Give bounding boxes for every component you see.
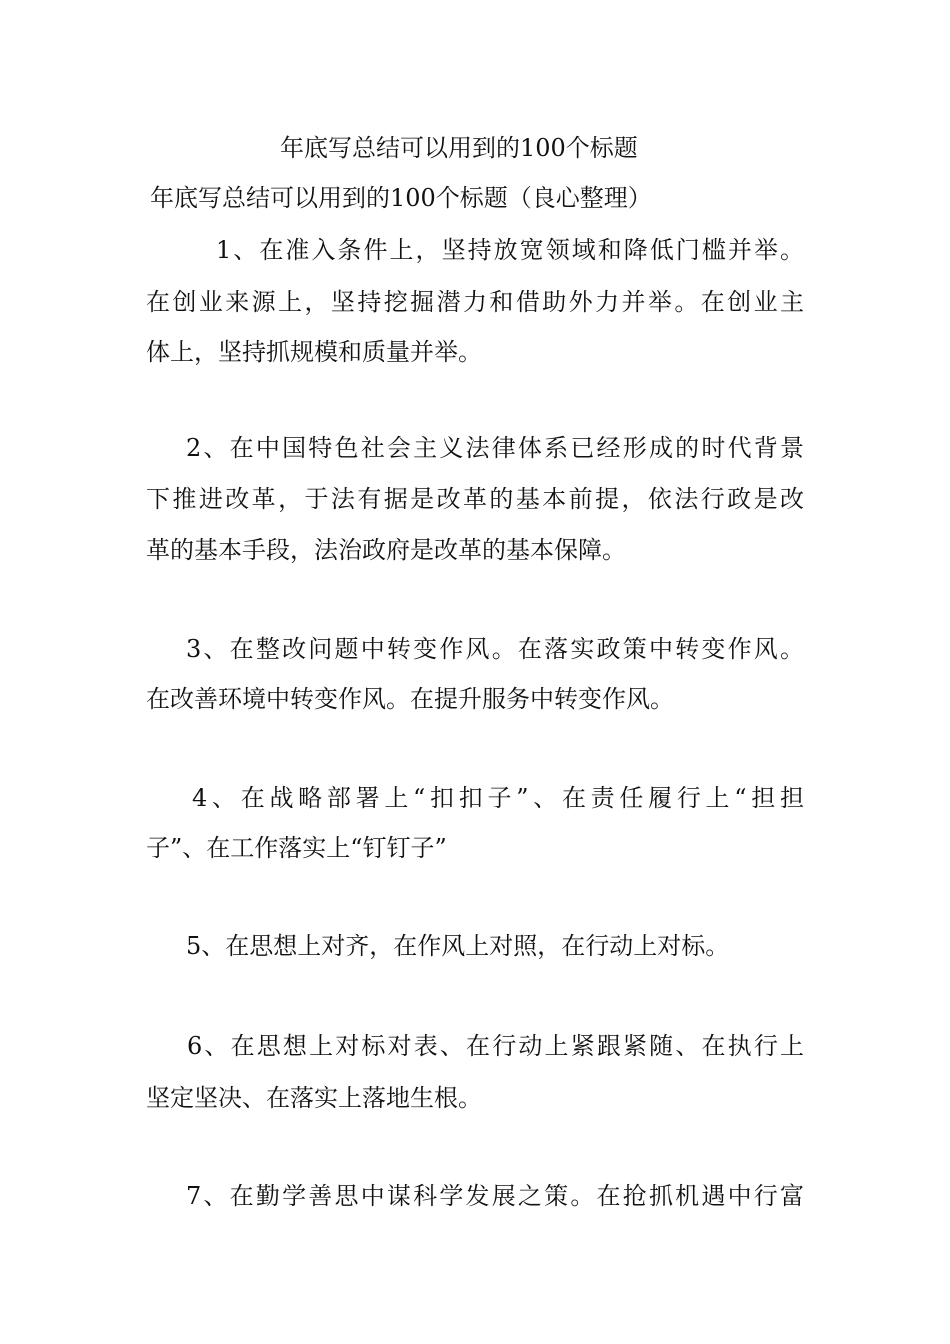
document-subtitle: 年底写总结可以用到的100个标题（良心整理） — [150, 184, 652, 212]
paragraph-7-line-1: 7、在勤学善思中谋科学发展之策。在抢抓机遇中行富 — [186, 1182, 804, 1210]
paragraph-4-line-2: 子”、在工作落实上“钉钉子” — [146, 834, 447, 862]
paragraph-1-line-1: 1、在准入条件上，坚持放宽领域和降低门槛并举。 — [216, 236, 804, 264]
paragraph-2-line-3: 革的基本手段，法治政府是改革的基本保障。 — [146, 536, 626, 564]
document-title: 年底写总结可以用到的100个标题 — [280, 134, 638, 162]
paragraph-3-line-2: 在改善环境中转变作风。在提升服务中转变作风。 — [146, 685, 674, 713]
paragraph-2-line-1: 2、在中国特色社会主义法律体系已经形成的时代背景 — [186, 434, 804, 462]
paragraph-1-line-3: 体上，坚持抓规模和质量并举。 — [146, 338, 482, 366]
paragraph-4-line-1: 4、在战略部署上“扣扣子”、在责任履行上“担担 — [192, 784, 804, 812]
paragraph-1-line-2: 在创业来源上，坚持挖掘潜力和借助外力并举。在创业主 — [146, 288, 804, 316]
paragraph-6-line-1: 6、在思想上对标对表、在行动上紧跟紧随、在执行上 — [187, 1032, 804, 1060]
paragraph-3-line-1: 3、在整改问题中转变作风。在落实政策中转变作风。 — [186, 635, 804, 663]
paragraph-2-line-2: 下推进改革，于法有据是改革的基本前提，依法行政是改 — [146, 485, 804, 513]
paragraph-5-line-1: 5、在思想上对齐，在作风上对照，在行动上对标。 — [186, 932, 730, 960]
paragraph-6-line-2: 坚定坚决、在落实上落地生根。 — [146, 1084, 482, 1112]
